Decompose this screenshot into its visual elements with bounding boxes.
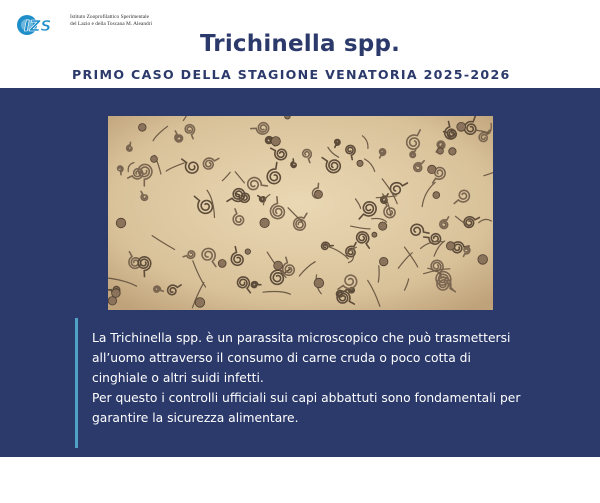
logo-caption xyxy=(70,14,185,27)
cyst xyxy=(139,124,147,132)
cyst xyxy=(108,297,116,305)
cyst xyxy=(315,190,323,198)
info-paragraph xyxy=(92,328,562,428)
page-title: Trichinella spp. xyxy=(199,31,401,57)
logo-mark-text: IZS xyxy=(24,17,52,35)
cyst xyxy=(218,260,226,268)
cyst xyxy=(245,249,250,254)
microscope-image xyxy=(108,116,493,310)
cyst xyxy=(449,148,456,155)
info-line: cinghiale o altri suidi infetti. xyxy=(92,371,264,385)
cyst xyxy=(357,160,363,166)
cyst xyxy=(437,148,443,154)
cyst xyxy=(428,165,436,173)
cyst xyxy=(372,232,377,237)
cyst xyxy=(457,122,466,131)
cyst xyxy=(379,222,387,230)
cyst xyxy=(380,257,388,265)
info-line: Per questo i controlli ufficiali sui capi abbattuti sono fondamentali per xyxy=(92,391,521,405)
info-line: all’uomo attraverso il consumo di carne cruda o poco cotta di xyxy=(92,351,471,365)
trichinella-microscope-photo xyxy=(108,116,493,310)
logo-line: del Lazio e della Toscana M. Aleandri xyxy=(70,20,152,27)
cyst xyxy=(285,116,291,119)
cyst xyxy=(478,255,488,265)
info-accent-bar xyxy=(75,318,78,448)
cyst xyxy=(274,261,283,270)
cyst xyxy=(314,278,324,288)
info-line: garantire la sicurezza alimentare. xyxy=(92,411,299,425)
cyst xyxy=(271,137,280,146)
cyst xyxy=(116,218,126,228)
cyst xyxy=(260,218,269,227)
cyst xyxy=(112,289,121,298)
logo-line: Istituto Zooprofilattico Sperimentale xyxy=(70,14,150,20)
cyst xyxy=(151,156,158,163)
cyst xyxy=(433,192,440,199)
cyst xyxy=(195,298,205,308)
content-panel xyxy=(0,88,600,457)
cyst xyxy=(446,242,454,250)
info-line: La Trichinella spp. è un parassita microscopico che può trasmettersi xyxy=(92,331,511,345)
page-subtitle: PRIMO CASO DELLA STAGIONE VENATORIA 2025-2026 xyxy=(72,67,511,82)
